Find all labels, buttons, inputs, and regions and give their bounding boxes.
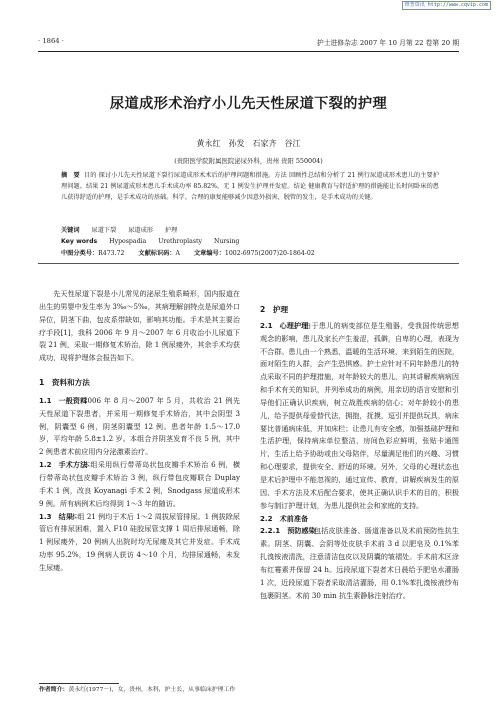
author-list: 黄永红 孙发 石家齐 谷江 [196,139,301,148]
doc-code: A [175,250,180,257]
paragraph-text: 本组 21 例均于术后 1～2 周拔尿管排尿。1 例拔除尿管后有排尿困难，置入 F10 硅胶尿管支撑 1 周后排尿通畅，除 1 例尿瘘外，20 例病人出院时均无尿瘘及其它并发症。手术成功率 95.2%，19 例病人获访 4～10 个月，均排尿通畅，未发生尿瘘。 [39,511,240,572]
header-rule [38,51,459,52]
abstract-text: 目的 探讨小儿先天性尿道下裂行尿道成形术术后的护理问题和措施。方法 回顾性总结和分析了 21 例行尿道成形术患儿的主要护理问题。结果 21 例尿道成形术患儿手术成功率 85.82%，无 1 例发生护理并发症。结论 健康教育与舒适护理的措施能让长时间卧床的患儿获得舒适的护理，是手术成功的基础。科学、合理的康复能够减少因意外损害、脱管的发生，是手术成功的关键。 [61,172,440,201]
subsection-heading: 1.2 手术方法 [39,460,88,470]
article-number: 1002-6975(2007)20-1864-02 [224,250,315,257]
keyword-cn: 护理 [164,227,178,234]
section-heading: 2 护理 [260,305,289,314]
keywords-en [61,236,249,247]
classification-line [61,248,315,257]
keyword-en: Nursing [213,238,240,245]
affiliation: (贵阳医学院附属医院泌尿外科，贵州 贵阳 550004) [174,157,323,165]
article-number-label: 文章编号： [193,250,225,257]
watermark-stamp: 维普资讯 http://www.cqvip.com [402,1,491,10]
right-column [260,288,459,602]
subsection-heading: 2.2 术前准备 [260,513,309,523]
abstract-label: 摘 要 [61,172,80,179]
paragraph-text: 包括皮肤准备、肠道准备以及术前预防性抗生素。阴茎、阴囊、会阴等处皮肤手术前 3 d 以肥皂及 0.1%苯扎溴铵液清洗，注意清洁包皮以及阴囊的皱褶处。手术前术区涂布红霉素并保留 24 h。远段尿道下裂者术日晨给予肥皂水灌肠 1 次，近段尿道下裂者采取清洁灌肠，用 0.1%苯扎溴铵液纱布包裹阴茎。术前 30 min 抗生素静脉注射治疗。 [260,526,459,600]
section-heading: 1 资料和方法 [39,378,90,388]
footnote-text: 黄永红(1977－)，女，贵州，本科，护士长，从事临床护理工作 [68,687,236,693]
footnote-rule [39,683,119,684]
subsection-heading: 2.1 心理护理 [260,320,309,330]
footnote-label: 作者简介： [39,687,69,693]
running-header [38,37,459,49]
left-column [39,288,240,575]
subsection-heading: 1.1 一般资料 [39,395,88,405]
page-number: · 1864 · [38,37,64,45]
abstract [61,171,439,204]
paragraph [260,320,459,513]
keywords-cn-label: 关键词 [61,227,80,234]
paragraph-text: 2006 年 8 月～2007 年 5 月，共收治 21 例先天性尿道下裂患者，并采用一期修复手术矫治，其中会阴型 3 例，阴囊型 6 例，阴茎阴囊型 12 例。患者年龄 1.5～17.0 岁，平均年龄 5.8±1.2 岁。本组合并阴茎发育不良 5 例，其中 2 例患者术前应用内分泌激素治疗。 [39,395,240,457]
clc-code: R473.72 [98,250,125,257]
paragraph [260,525,459,602]
keyword-en: Hypospadia [109,238,147,245]
intro-paragraph: 先天性尿道下裂是小儿常见的泌尿生殖系畸形，国内报道在出生的男婴中发生率为 3‰～5‰，其病理解剖特点是尿道外口异位，阴茎下曲，包皮系带缺如，影响其功能。手术是其主要治疗手段[1]，我科 2006 年 9 月～2007 年 6 月收治小儿尿道下裂 21 例，采取一期修复术矫治，除 1 例尿瘘外，其余手术均获成功，现将护理体会报告如下。 [39,289,240,363]
author-footnote [39,686,239,695]
clc-label: 中图分类号： [61,250,99,257]
journal-citation: 护士进修杂志 2007 年 10 月第 22 卷第 20 期 [316,39,459,47]
subsection-heading: 1.3 结果 [39,511,73,521]
keyword-cn: 尿道下裂 [91,227,117,234]
subsubsection-heading: 2.2.1 预防感染 [260,526,316,536]
keywords-en-label: Key words [61,238,98,245]
keywords-block [61,225,249,247]
keyword-en: Urethroplasty [158,238,202,245]
keyword-cn: 尿道成形 [128,227,153,234]
paragraph-text: 由于患儿的病变部位是生殖器，受我国传统思想观念的影响，患儿及家长产生羞涩，孤僻，自卑的心理，表现为不合群。患儿由一个熟悉，温暖的生活环境，来到陌生的医院，面对陌生的人群，会产生恐惧感。护士应针对不同年龄患儿的特点采取不同的护理措施，对年龄较大的患儿，向其讲解疾病病因和手术有关的知识，并列举成功的病例，用亲切的语言安慰和引导他们正确认识疾病，树立战胜疾病的信心；对年龄较小的患儿，给予提供母爱替代法，拥抱，抚摸，逗引并提供玩具，病床要比普通病床低，并加床栏；让患儿有安全感，加强基础护理和生活护理，保持病床单位整洁，房间色彩应鲜明，张贴卡通图片，生活上给予协助或由父母陪伴，尽量满足他们的兴趣、习惯和心理要求，提供安全、舒适的环境。另外，父母的心理状态也是术后护理中不能忽视的，通过宣传、教育，讲解疾病发生的原因、手术方法及术后配合要求，使其正确认识手术的目的，积极参与制订护理计划，为患儿提供社会和家庭的支持。 [260,320,459,510]
paragraph-text: 本组采用纵行带蒂岛状包皮瓣手术矫治 6 例，横行带蒂岛状包皮瓣手术矫治 3 例，纵行带包皮瓣联合 Duplay 手术 1 例，改良 Koyanagi 手术 2 例，Snodgass 尿道成形术 9 例。所有病例术后均得到 1～3 年的随访。 [39,460,240,508]
article-title: 尿道成形术治疗小儿先天性尿道下裂的护理 [109,96,388,112]
doc-code-label: 文献标识码： [138,250,176,257]
keywords-cn [61,225,249,236]
abstract-rule [38,263,459,264]
